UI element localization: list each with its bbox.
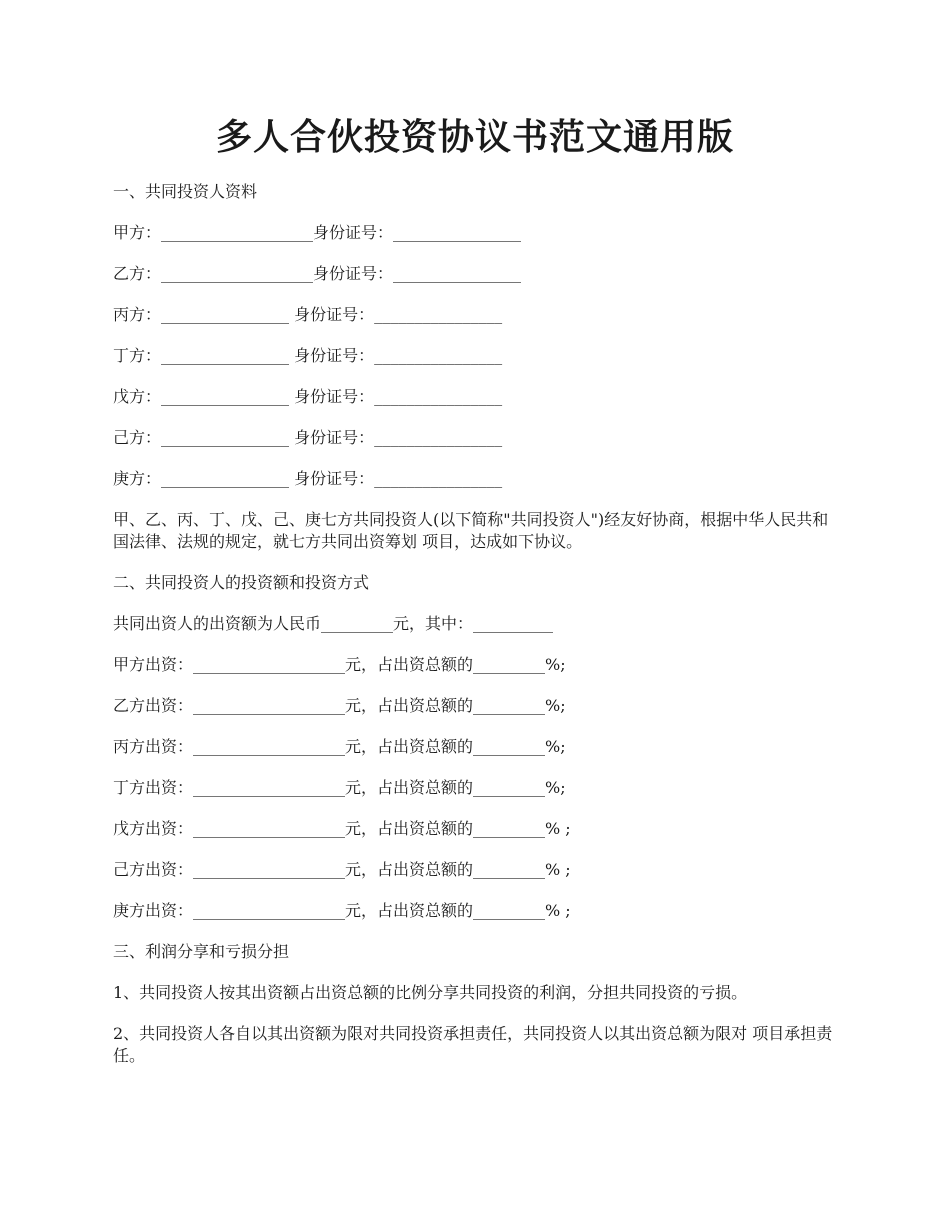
intro-paragraph: 甲、乙、丙、丁、戊、己、庚七方共同投资人(以下简称"共同投资人")经友好协商，根据中华人民共和国法律、法规的规定，就七方共同出资筹划 项目，达成如下协议。 <box>113 510 829 551</box>
clause-paragraph: 1、共同投资人按其出资额占出资总额的比例分享共同投资的利润，分担共同投资的亏损。 <box>113 983 748 1002</box>
party-line: 庚方：________________ 身份证号：________________ <box>113 469 503 488</box>
section-heading: 一、共同投资人资料 <box>113 182 258 201</box>
party-line: 乙方：___________________身份证号：________________ <box>113 264 522 283</box>
contribution-line: 乙方出资：___________________元，占出资总额的_________%; <box>113 696 566 715</box>
contribution-line: 甲方出资：___________________元，占出资总额的_________%; <box>113 655 566 674</box>
party-line: 丁方：________________ 身份证号：________________ <box>113 346 503 365</box>
party-line: 戊方：________________ 身份证号：________________ <box>113 387 503 406</box>
contribution-line: 戊方出资：___________________元，占出资总额的_________% ; <box>113 819 571 838</box>
party-line: 甲方：___________________身份证号：________________ <box>113 223 522 242</box>
document-body <box>113 181 843 1086</box>
section-heading: 二、共同投资人的投资额和投资方式 <box>113 573 370 592</box>
contribution-line: 丁方出资：___________________元，占出资总额的_________%; <box>113 778 566 797</box>
clause-paragraph: 2、共同投资人各自以其出资额为限对共同投资承担责任，共同投资人以其出资总额为限对 项目承担责任。 <box>113 1024 833 1065</box>
total-investment-line: 共同出资人的出资额为人民币_________元，其中：__________ <box>113 614 554 633</box>
contribution-line: 丙方出资：___________________元，占出资总额的_________%; <box>113 737 566 756</box>
party-line: 己方：________________ 身份证号：________________ <box>113 428 503 447</box>
contribution-line: 庚方出资：___________________元，占出资总额的_________% ; <box>113 901 571 920</box>
section-heading: 三、利润分享和亏损分担 <box>113 942 290 961</box>
party-line: 丙方：________________ 身份证号：________________ <box>113 305 503 324</box>
document-title: 多人合伙投资协议书范文通用版 <box>215 116 734 158</box>
contribution-line: 己方出资：___________________元，占出资总额的_________% ; <box>113 860 571 879</box>
